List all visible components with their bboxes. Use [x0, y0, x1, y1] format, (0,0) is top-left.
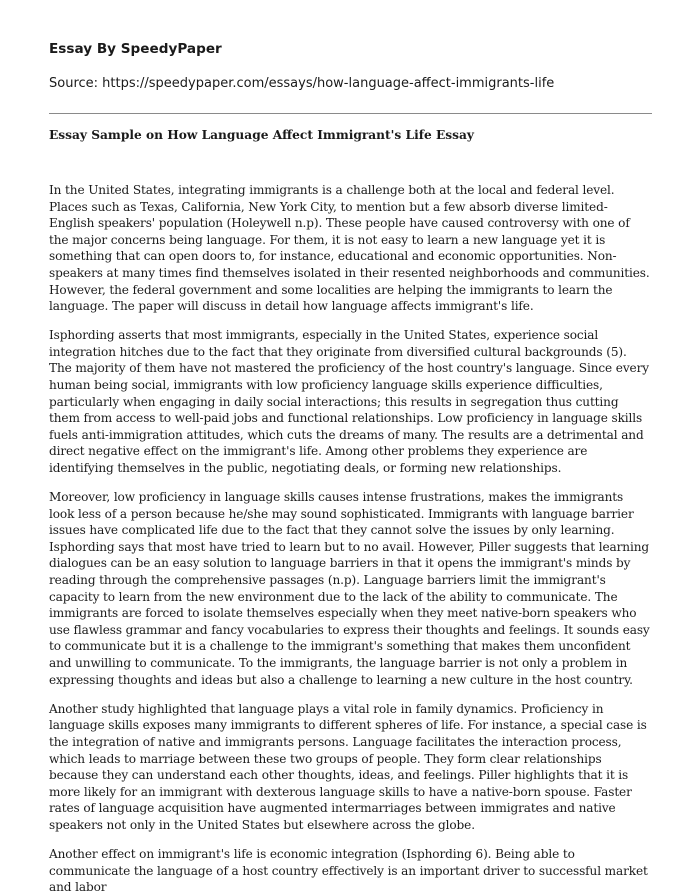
essay-paragraph: Moreover, low proficiency in language skills causes intense frustrations, makes the immigrants look less of a person because he/she may sound sophisticated. Immigrants with language barrier issues have complicated life due to the fact that they cannot solve the issues by only learning. Isphording says that most have tried to learn but to no avail. However, Piller suggests that learning dialogues can be an easy solution to language barriers in that it opens the immigrant's minds by reading through the comprehensive passages (n.p). Language barriers limit the immigrant's capacity to learn from the new environment due to the lack of the ability to communicate. The immigrants are forced to isolate themselves especially when they meet native-born speakers who use flawless grammar and fancy vocabularies to express their thoughts and feelings. It sounds easy to communicate but it is a challenge to the immigrant's something that makes them unconfident and unwilling to communicate. To the immigrants, the language barrier is not only a problem in expressing thoughts and ideas but also a challenge to learning a new culture in the host country.	[49, 490, 650, 687]
divider	[49, 113, 652, 114]
essay-paragraph: In the United States, integrating immigrants is a challenge both at the local and federal level. Places such as Texas, California, New York City, to mention but a few absorb diverse limited-English speakers' population (Holeywell n.p). These people have caused controversy with one of the major concerns being language. For them, it is not easy to learn a new language yet it is something that can open doors to, for instance, educational and economic opportunities. Non-speakers at many times find themselves isolated in their resented neighborhoods and communities. However, the federal government and some localities are helping the immigrants to learn the language. The paper will discuss in detail how language affects immigrant's life.	[49, 183, 650, 314]
essay-paragraph: Isphording asserts that most immigrants, especially in the United States, experience social integration hitches due to the fact that they originate from diversified cultural backgrounds (5). The majority of them have not mastered the proficiency of the host country's language. Since every human being social, immigrants with low proficiency language skills experience difficulties, particularly when engaging in daily social interactions; this results in segregation thus cutting them from access to well-paid jobs and functional relationships. Low proficiency in language skills fuels anti-immigration attitudes, which cuts the dreams of many. The results are a detrimental and direct negative effect on the immigrant's life. Among other problems they experience are identifying themselves in the public, negotiating deals, or forming new relationships.	[49, 328, 649, 475]
essay-paragraph: Another effect on immigrant's life is economic integration (Isphording 6). Being able to communicate the language of a host country effectively is an important driver to successful market and labor	[49, 846, 648, 895]
essay-title: Essay Sample on How Language Affect Immigrant's Life Essay	[49, 128, 474, 142]
essay-paragraph: Another study highlighted that language plays a vital role in family dynamics. Proficiency in language skills exposes many immigrants to different spheres of life. For instance, a special case is the integration of native and immigrants persons. Language facilitates the interaction process, which leads to marriage between these two groups of people. They form clear relationships because they can understand each other thoughts, ideas, and feelings. Piller highlights that it is more likely for an immigrant with dexterous language skills to have a native-born spouse. Faster rates of language acquisition have augmented intermarriages between immigrates and native speakers not only in the United States but elsewhere across the globe.	[49, 701, 647, 832]
source-line: Source: https://speedypaper.com/essays/how-language-affect-immigrants-life	[49, 76, 555, 91]
site-title: Essay By SpeedyPaper	[49, 41, 222, 57]
